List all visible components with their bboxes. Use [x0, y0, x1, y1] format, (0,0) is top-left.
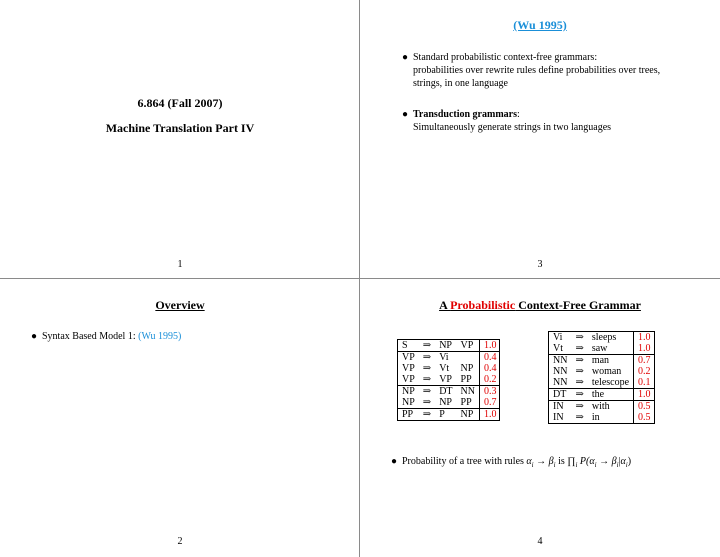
rule-rhs: DT — [435, 386, 456, 398]
rule-arrow: ⇒ — [422, 340, 432, 351]
bullet-line: Standard probabilistic context-free grammars: — [413, 52, 598, 63]
rule-arrow: ⇒ — [571, 355, 587, 367]
rule-probability: 0.2 — [634, 366, 655, 377]
rule-probability: 1.0 — [634, 343, 655, 355]
grammar-rule-row — [549, 355, 655, 367]
slide-title: Overview — [155, 298, 205, 312]
formula-text: is — [555, 456, 568, 467]
bullet-overview — [31, 330, 182, 343]
grammar-table-left — [397, 339, 500, 421]
index-i: i — [616, 461, 619, 469]
paren-close: ) — [627, 456, 632, 467]
rule-probability: 1.0 — [479, 409, 500, 421]
rule-probability: 0.3 — [479, 386, 500, 398]
rule-arrow: ⇒ — [419, 386, 435, 398]
title-suffix: Context-Free Grammar — [515, 298, 641, 312]
beta-symbol: β — [548, 456, 554, 467]
rule-rhs: VP — [439, 374, 452, 385]
rule-rhs: sleeps — [591, 332, 617, 343]
grammar-rule-row — [549, 332, 655, 344]
slide-4 — [360, 279, 720, 557]
bullet-pcfg — [402, 51, 661, 90]
grammar-rule-row — [398, 409, 500, 421]
rule-arrow: ⇒ — [422, 397, 432, 408]
rule-rhs: NP — [460, 363, 474, 374]
bullet-icon: ● — [402, 109, 409, 120]
rule-rhs — [457, 352, 480, 364]
bullet-transduction — [402, 108, 612, 134]
formula-text: Probability of a tree with rules — [402, 456, 527, 467]
index-i: i — [625, 461, 628, 469]
beta-symbol: β — [611, 456, 617, 467]
rule-probability: 1.0 — [634, 389, 655, 401]
product-symbol: ∏ — [567, 456, 576, 467]
rule-arrow: ⇒ — [575, 377, 584, 388]
rule-lhs: NP — [398, 386, 419, 398]
rule-probability: 1.0 — [479, 340, 500, 352]
index-i: i — [575, 461, 578, 469]
citation-link[interactable]: (Wu 1995) — [138, 331, 182, 342]
bullet-text: Syntax Based Model 1: — [42, 331, 139, 342]
rule-probability: 0.5 — [634, 412, 655, 424]
rule-probability: 0.5 — [634, 401, 655, 413]
rule-arrow: ⇒ — [575, 343, 584, 354]
rule-lhs: DT — [549, 389, 572, 401]
bullet-icon: ● — [31, 331, 38, 342]
grammar-rule-row — [398, 374, 500, 386]
index-i: i — [594, 461, 597, 469]
slide-1 — [0, 0, 360, 278]
slide-2 — [0, 279, 360, 557]
alpha-symbol: α — [620, 456, 626, 467]
grammar-rule-row — [398, 363, 500, 374]
grammar-rule-row — [549, 366, 655, 377]
rule-lhs: NP — [402, 397, 415, 408]
rule-lhs: VP — [402, 374, 415, 385]
rule-probability: 1.0 — [634, 332, 655, 344]
arrow-symbol: → — [596, 456, 612, 467]
rule-lhs: VP — [398, 352, 419, 364]
grammar-rule-row — [398, 386, 500, 398]
punctuation: : — [516, 109, 520, 120]
alpha-symbol: α — [589, 456, 595, 467]
rule-arrow: ⇒ — [575, 412, 584, 423]
rule-rhs: NP — [457, 409, 480, 421]
rule-lhs: Vt — [553, 343, 563, 354]
rule-rhs: woman — [591, 366, 622, 377]
rule-rhs: telescope — [591, 377, 630, 388]
rule-arrow: ⇒ — [419, 352, 435, 364]
alpha-symbol: α — [526, 456, 532, 467]
rule-lhs: S — [402, 340, 408, 351]
title-highlight: Probabilistic — [450, 298, 516, 312]
rule-rhs: P — [435, 409, 456, 421]
page-number: 2 — [177, 536, 183, 547]
grammar-rule-row — [549, 377, 655, 389]
rule-probability: 0.4 — [479, 363, 500, 374]
page-number: 4 — [537, 536, 543, 547]
grammar-rule-row — [549, 389, 655, 401]
bullet-line: strings, in one language — [413, 78, 508, 89]
rule-rhs: NP — [439, 397, 452, 408]
grammar-rule-row — [549, 412, 655, 424]
grammar-rule-row — [398, 340, 500, 352]
rule-rhs: VP — [460, 340, 474, 351]
rule-rhs: Vt — [439, 363, 450, 374]
given-bar: | — [618, 456, 621, 467]
grammar-rule-row — [549, 401, 655, 413]
rule-rhs: Vi — [435, 352, 456, 364]
index-i: i — [553, 461, 556, 469]
rule-probability: 0.4 — [479, 352, 500, 364]
bullet-line: probabilities over rewrite rules define probabilities over trees, — [413, 65, 661, 76]
rule-lhs: IN — [553, 412, 564, 423]
bullet-line — [413, 108, 611, 121]
rule-arrow: ⇒ — [422, 374, 432, 385]
rule-rhs: NP — [439, 340, 452, 351]
rule-lhs: NN — [553, 377, 568, 388]
bullet-icon: ● — [391, 456, 398, 467]
rule-lhs: NN — [553, 366, 568, 377]
rule-lhs: Vi — [553, 332, 563, 343]
slide-title — [360, 298, 720, 313]
lecture-title: Machine Translation Part IV — [105, 121, 255, 135]
rule-arrow: ⇒ — [571, 389, 587, 401]
rule-probability: 0.7 — [634, 355, 655, 367]
slide-title: (Wu 1995) — [513, 18, 567, 32]
grammar-rule-row — [549, 343, 655, 355]
rule-lhs: PP — [398, 409, 419, 421]
course-title: 6.864 (Fall 2007) — [137, 96, 223, 110]
page-number: 1 — [177, 259, 183, 270]
bullet-tree-probability — [391, 455, 632, 472]
rule-lhs: IN — [549, 401, 572, 413]
rule-rhs: man — [588, 355, 634, 367]
rule-probability: 0.1 — [634, 377, 655, 389]
rule-arrow: ⇒ — [422, 363, 432, 374]
rule-rhs: PP — [460, 397, 472, 408]
rule-lhs: NN — [549, 355, 572, 367]
rule-arrow: ⇒ — [419, 409, 435, 421]
rule-rhs: in — [591, 412, 600, 423]
rule-rhs: saw — [591, 343, 608, 354]
rule-rhs: the — [588, 389, 634, 401]
slide-3 — [360, 0, 720, 278]
rule-lhs: VP — [402, 363, 415, 374]
rule-arrow: ⇒ — [575, 332, 584, 343]
grammar-rule-row — [398, 352, 500, 364]
grammar-table-right — [548, 331, 655, 424]
rule-arrow: ⇒ — [575, 366, 584, 377]
rule-arrow: ⇒ — [571, 401, 587, 413]
title-prefix: A — [439, 298, 451, 312]
index-i: i — [531, 461, 534, 469]
rule-rhs: with — [588, 401, 634, 413]
rule-rhs: PP — [460, 374, 472, 385]
rule-rhs: NN — [457, 386, 480, 398]
prob-function: P( — [577, 456, 590, 467]
bullet-icon: ● — [402, 52, 409, 63]
page-number: 3 — [537, 259, 543, 270]
rule-probability: 0.7 — [479, 397, 500, 409]
bullet-line: Simultaneously generate strings in two languages — [413, 122, 612, 133]
rule-probability: 0.2 — [479, 374, 500, 386]
arrow-symbol: → — [533, 456, 549, 467]
bold-term: Transduction grammars — [413, 109, 517, 120]
grammar-rule-row — [398, 397, 500, 409]
